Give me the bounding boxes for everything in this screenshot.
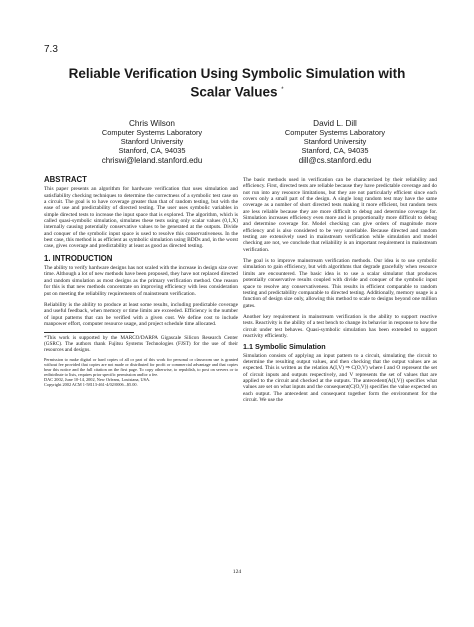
right-column [243, 177, 437, 408]
author-name: Chris Wilson [129, 119, 175, 128]
session-number: 7.3 [44, 44, 58, 55]
conference-line: DAC 2002, June 10-14, 2002, New Orleans, Louisiana, USA. [44, 376, 151, 382]
right-paragraph-4: Simulation consists of applying an input pattern to a circuit, simulating the circuit to determine the resulting output values, and then checking that the output values are as expected. This is written as the relation A(I,V) ⇒ C(O,V) where I and O represent the set of circuit inputs and outputs respectively, and V represents the set of values that are applied to the circuit and checked at the outputs. The antecedent(A(I,V)) specifies what values are set on what inputs and the consequent(C(O,V)) specifies the value expected on each output. The antecedent and consequent together form the environment for the circuit. We use the [243, 352, 437, 403]
permission-notice: Permission to make digital or hard copies of all or part of this work for personal or classroom use is granted without fee provided that copies are not made or distributed for profit or commercial advantage and that copies bear this notice and the full citation on the first page. To copy otherwise, to republish, to post on servers or to redistribute to lists, requires prior specific permission and/or a fee. [44, 356, 238, 377]
author-email: chriswi@leland.stanford.edu [101, 156, 203, 165]
right-paragraph-2: The goal is to improve mainstream verification methods. Our idea is to use symbolic simulation to gain efficiency, but with algorithms that degrade gracefully when resource limits are encountered. The basic idea is to use a scalar simulator that produces potentially conservative results coupled with divide and conquer of the symbolic input space to resolve any conservativeness. This results in efficient comparable to random testing and predictability comparable to directed testing. Additionally, memory usage is a function of design size only, allowing this method to scale to designs beyond one million gates. [243, 258, 437, 309]
author-university: Stanford University [303, 137, 367, 146]
title-line-1: Reliable Verification Using Symbolic Simulation with [68, 66, 406, 81]
left-column [44, 177, 238, 387]
copyright-line: Copyright 2002 ACM 1-58113-461-4/02/0006...$5.00. [44, 381, 138, 387]
funding-footnote: *This work is supported by the MARCO/DARPA Gigascale Silicon Research Center (GSRC). The authors thank Fujitsu Systems Technologies (FJST) for the use of their resources and designs. [44, 335, 238, 354]
page-number: 124 [232, 569, 242, 575]
intro-paragraph-2: Reliability is the ability to produce at least some results, including predictable coverage and useful feedback, when memory or time limits are exceeded. Efficiency is the number of input patterns that can be verified with a given cost. We define cost to include manpower effort, computer resource usage, and project schedule time allocated. [44, 301, 238, 327]
abstract-heading: ABSTRACT [44, 175, 87, 184]
title-footnote-mark: * [281, 87, 284, 93]
author-email: dill@cs.stanford.edu [298, 156, 372, 165]
author-city: Stanford, CA, 94035 [301, 146, 369, 155]
author-affiliation: Computer Systems Laboratory [284, 128, 386, 137]
author-name: David L. Dill [313, 119, 357, 128]
title-line-2 [0, 82, 474, 101]
author-city: Stanford, CA, 94035 [118, 146, 186, 155]
introduction-heading: 1. INTRODUCTION [44, 253, 113, 263]
abstract-text: This paper presents an algorithm for hardware verification that uses simulation and satisfiability checking techniques to determine the correctness of a symbolic test case on a circuit. The goal is to have coverage greater than that of random testing, but with the ease of use and predictability of directed testing. The user uses symbolic variables in simple directed tests to increase the input space that is explored. The algorithm, which is called quasi-symbolic simulation, simulates these tests using only scalar values (0,1,X) internally causing potentially conservative values to be generated at the outputs. Divide and conquer of the symbolic input space is used to resolve this conservativeness. In the best case, this method is as efficient as symbolic simulation using BDDs and, in the worst case, gives coverage and predictability at least as good as directed testing. [44, 186, 238, 250]
author-block-1 [62, 119, 242, 165]
right-paragraph-1: The basic methods used in verification can be characterized by their reliability and efficiency. First, directed tests are reliable because they have predictable coverage and do not run into any resource limitations, but they are not particularly efficient since each covers only a small part of the design. A single long random test may have the same coverage as a number of short directed tests making it more efficient, but random tests are less reliable because they are more difficult to debug and determine coverage for. Simulation increases efficiency even more and is proportionally more difficult to debug and determine coverage for. Model checking can give orders of magnitude more efficiency and is also considered to be very unreliable. Because directed and random testing are extensively used in mainstream verification while simulation and model checking are not, we conclude that reliability is an important requirement in mainstream verification. [243, 177, 437, 253]
title-line-2-text: Scalar Values [190, 84, 278, 100]
author-university: Stanford University [120, 137, 184, 146]
subsection-heading: 1.1 Symbolic Simulation [243, 342, 326, 352]
paper-title [0, 66, 474, 101]
right-paragraph-3: Another key requirement in mainstream verification is the ability to support reactive tests. Reactivity is the ability of a test bench to change its behavior in response to how the circuit under test behaves. Quasi-symbolic simulation has been extended to support reactivity efficiently. [243, 313, 437, 339]
intro-paragraph-1: The ability to verify hardware designs has not scaled with the increase in design size over time. Although a lot of new methods have been proposed, they have not replaced directed and random simulation as most designs as the primary verification method. One reason for this is that new methods concentrate on improving efficiency with less consideration put on meeting the reliability requirements of mainstream verification. [44, 265, 238, 297]
footnote-rule [44, 332, 134, 333]
author-block-2 [245, 119, 425, 165]
author-affiliation: Computer Systems Laboratory [101, 128, 203, 137]
